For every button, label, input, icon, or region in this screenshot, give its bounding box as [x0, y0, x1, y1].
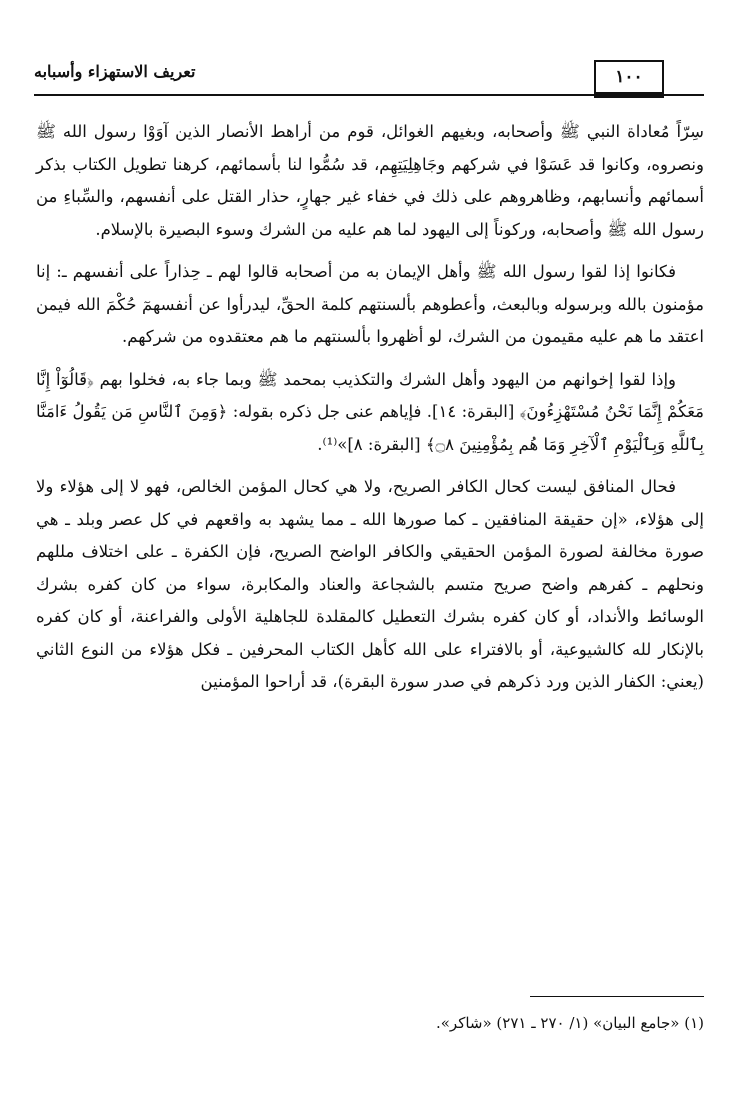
paragraph-2: فكانوا إذا لقوا رسول الله ﷺ وأهل الإيمان به من أصحابه قالوا لهم ـ حِذاراً على أنفسهم ـ: إنا مؤمنون بالله وبرسوله وبالبعث، وأعطوهم بألسنتهم كلمة الحقِّ، ليدرأوا عن أنفسهمٓ حُكْمَ الله فيمن اعتقد ما هم عليه مقيمون من الشرك، لو أظهروا بألسنتهم ما هم معتقدوه من شركهم.: [36, 262, 704, 346]
footnote: (١) «جامع البيان» (١/ ٢٧٠ ـ ٢٧١) «شاكر».: [435, 1014, 704, 1032]
header-rule: [34, 94, 704, 96]
footnote-rule: [530, 996, 704, 997]
paragraph-1: سِرّاً مُعاداة النبي ﷺ وأصحابه، وبغيهم الغوائل، قوم من أراهط الأنصار الذين آوَوْا رسول الله ﷺ ونصروه، وكانوا قد عَسَوْا في شركهم وجَاهِلِيَتِهِم، قد سُمُّوا لنا بأسمائهم، كرهنا تطويل الكتاب بذكر أسمائهم وأنسابهم، وظاهروهم على ذلك في خفاء غير جهارٍ، حذار القتل على أنفسهم، والسِّباءِ من رسول الله ﷺ وأصحابه، وركوناً إلى اليهود لما هم عليه من الشرك وسوء البصيرة بالإسلام.: [36, 122, 704, 239]
running-title: تعريف الاستهزاء وأسبابه: [34, 62, 196, 81]
paragraph-4: فحال المنافق ليست كحال الكافر الصريح، ولا هي كحال المؤمن الخالص، فهو لا إلى هؤلاء ولا إلى هؤلاء، «إن حقيقة المنافقين ـ كما صورها الله ـ مما يشهد به واقعهم في كل عصر وبلد ـ هي صورة مخالفة لصورة المؤمن الحقيقي والكافر الواضح الصريح، فإن الكفرة ـ على اختلاف مللهم ونحلهم ـ كفرهم واضح صريح متسم بالشجاعة والعناد والمكابرة، سواء من كان كفره بشرك الوسائط والأنداد، أو كان كفره بشرك التعطيل كالمقلدة للجاهلية الأولى والفراعنة، أو كان كفره بالإنكار لله كالشيوعية، أو بالافتراء على الله كأهل الكتاب المحرفين ـ فكل هؤلاء من النوع الثاني (يعني: الكفار الذين ورد ذكرهم في صدر سورة البقرة)، قد أراحوا المؤمنين: [36, 477, 704, 691]
paragraph-3: وإذا لقوا إخوانهم من اليهود وأهل الشرك والتكذيب بمحمد ﷺ وبما جاء به، فخلوا بهم ﴿قَالُوٓاْ إِنَّا مَعَكُمْ إِنَّمَا نَحْنُ مُسْتَهْزِءُونَ﴾ [البقرة: ١٤]. فإياهم عنى جل ذكره بقوله: ﴿وَمِنَ ٱلنَّاسِ مَن يَقُولُ ءَامَنَّا بِٱللَّهِ وَبِٱلْيَوْمِ ٱلْآخِرِ وَمَا هُم بِمُؤْمِنِينَ ۝٨﴾ [البقرة: ٨]»⁽¹⁾.: [36, 369, 705, 454]
main-text: [36, 116, 704, 709]
page-number: ١٠٠: [594, 60, 664, 94]
page-header: [34, 54, 704, 98]
